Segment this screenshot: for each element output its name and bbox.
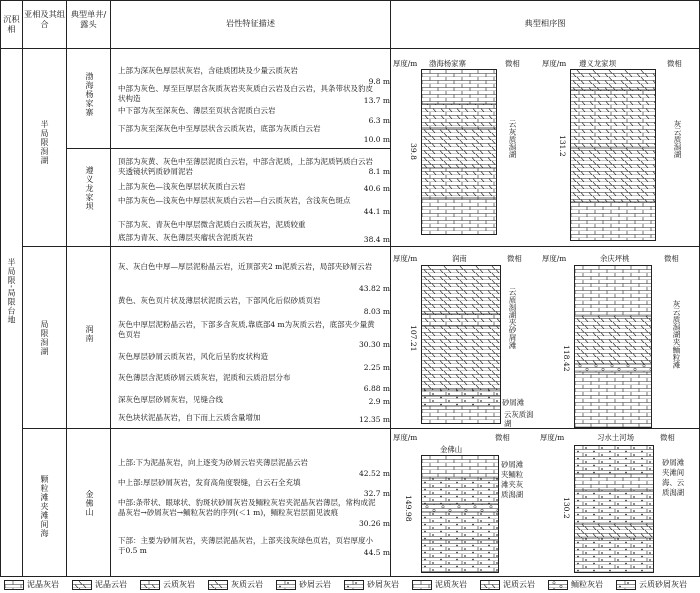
thk-7: 44.1 m: [363, 207, 390, 216]
desc-19: 中部:条带状、眼球状、豹斑状砂屑灰岩及鲕粒灰岩夹泥晶灰岩薄层，常构成泥晶灰岩→砂屑灰岩→鲕粒灰岩的序列(＜1 m)，鲕粒灰岩层面见波痕: [118, 498, 376, 517]
thk-12: 30.30 m: [359, 340, 390, 349]
lime-dolo-swatch-icon: [208, 580, 228, 590]
thk-9: 38.4 m: [363, 235, 390, 244]
legend-label: 泥晶云岩: [95, 580, 127, 589]
legend-label: 灰质云岩: [231, 580, 263, 589]
desc-10: 灰、灰白色中厚—厚层泥粉晶云岩，近顶部夹2 m泥质云岩，局部夹砂屑云岩: [118, 262, 373, 271]
c3-thick-label: 厚度/m: [393, 254, 418, 263]
c4-title: 余庆坪桃: [600, 254, 630, 263]
desc-9: 底部为青灰、灰色薄层夹瘤状含泥质灰岩: [118, 233, 253, 242]
desc-20: 下部：主要为砂屑灰岩，夹薄层泥晶灰岩，上部夹浅灰绿色页岩，页岩厚度小于0.5 m: [118, 536, 373, 555]
thk-4: 10.0 m: [363, 135, 390, 144]
c4-column: [574, 265, 652, 428]
c4-facies: 灰云质潟湖夹鲕粒滩: [672, 300, 681, 369]
c3-micro-label: 微相: [507, 254, 522, 263]
desc-18: 中上部:厚层砂屑灰岩，发育高角度裂缝，白云石全充填: [118, 478, 301, 487]
c1-facies: 云灰质潟湖: [508, 120, 517, 158]
subfacies-restricted: 局限潟湖: [40, 320, 49, 356]
c6-title: 习水土河场: [597, 433, 634, 442]
desc-4: 下部为灰至深灰色中至厚层状含云质灰岩，底部为灰质白云岩: [118, 124, 321, 133]
legend-item-dolo-lime: [140, 578, 195, 592]
unit-jinfoshan: 金佛山: [85, 490, 94, 517]
c2-column: [570, 69, 656, 241]
main-facies: 半局限-局限台地: [7, 258, 16, 325]
thk-18: 32.7 m: [363, 489, 390, 498]
legend-item-marly-lime: [412, 578, 467, 592]
c3-facies-2: 砂屑滩: [502, 398, 525, 407]
thk-14: 6.88 m: [363, 384, 390, 393]
dolo-lime-swatch-icon: [140, 580, 160, 590]
c4-micro-label: 微相: [664, 254, 679, 263]
c2-facies: 灰云质潟湖: [673, 120, 682, 158]
legend-item-limestone: [4, 578, 59, 592]
sand-dolo-swatch-icon: [276, 580, 296, 590]
desc-11: 黄色、灰色页片状及薄层状泥质云岩，下部风化后似砂质页岩: [118, 296, 321, 305]
desc-15: 深灰色厚层砂屑灰岩，见缝合线: [118, 395, 223, 404]
legend-label: 鲕粒灰岩: [571, 580, 603, 589]
header-lith-desc: 岩性特征描述: [225, 18, 276, 28]
legend-item-oolite: [548, 578, 603, 592]
legend-label: 砂屑云岩: [299, 580, 331, 589]
legend-label: 泥质灰岩: [435, 580, 467, 589]
c2-thick-label: 厚度/m: [542, 59, 567, 68]
limestone-swatch-icon: [4, 580, 24, 590]
unit-longjiaba: 遵义龙家坝: [85, 166, 94, 211]
c2-total: 131.2: [558, 135, 567, 157]
desc-16: 灰色块状泥晶灰岩，自下而上云质含量增加: [118, 413, 261, 422]
c5-facies: 砂屑滩夹鲕粒滩夹灰质潟湖: [501, 460, 524, 499]
thk-17: 42.52 m: [359, 469, 390, 478]
oolite-swatch-icon: [548, 580, 568, 590]
header-typical-seq: 典型相序图: [524, 18, 566, 28]
legend-item-marly-dolo: [480, 578, 535, 592]
legend-label: 泥晶灰岩: [27, 580, 59, 589]
marly-dolo-swatch-icon: [480, 580, 500, 590]
desc-12: 灰色中厚层泥粉晶云岩，下部多含灰质,靠底部4 m为灰质云岩，底部夹少量黄色页岩: [118, 320, 375, 339]
legend-item-sand-dolo: [276, 578, 331, 592]
desc-14: 灰色薄层含泥质砂屑云质灰岩，泥质和云质沿层分布: [118, 373, 291, 382]
legend-item-dolomite: [72, 578, 127, 592]
c6-facies: 砂屑滩夹滩间海、云质潟湖: [662, 458, 685, 497]
legend-label: 泥质云岩: [503, 580, 535, 589]
subfacies-grain-shoal: 颗粒滩夹滩间海: [40, 475, 49, 538]
thk-15: 2.9 m: [368, 397, 390, 406]
c2-title: 遵义龙家坝: [579, 59, 616, 68]
c1-column: [421, 69, 497, 235]
c6-total: 130.2: [562, 497, 571, 519]
subfacies-semi-restricted: 半局限潟湖: [40, 120, 49, 165]
desc-3: 中下部为灰至深灰色、薄层至页状含泥质白云岩: [118, 106, 276, 115]
desc-7: 中部为灰色—浅灰色中厚层状灰质白云岩—白云质灰岩，含浅灰色斑点: [118, 196, 351, 205]
thk-1: 9.8 m: [368, 77, 390, 86]
legend-item-dolo-sand-lime: [616, 578, 687, 592]
legend-label: 砂屑灰岩: [367, 580, 399, 589]
thk-2: 13.7 m: [363, 96, 390, 105]
c2-micro-label: 微相: [667, 59, 682, 68]
legend-item-sand-lime: [344, 578, 399, 592]
unit-runnan: 润南: [85, 325, 94, 343]
desc-13: 灰色厚层砂屑云质灰岩，风化后呈豹皮状构造: [118, 352, 268, 361]
c3-facies-3: 云灰质潟湖: [504, 410, 534, 428]
c3-column: [421, 265, 501, 424]
legend-label: 云质灰岩: [163, 580, 195, 589]
header-sed-facies: 沉积相: [3, 14, 20, 34]
c1-thick-label: 厚度/m: [393, 59, 418, 68]
desc-1: 上部为深灰色厚层状灰岩，含硅质团块及少量云质灰岩: [118, 66, 298, 75]
desc-2: 中部为灰色、厚至巨厚层含灰质灰岩夹灰质白云岩及白云岩，具条带状及豹皮状构造: [118, 84, 373, 103]
c3-title: 润南: [452, 254, 467, 263]
c6-micro-label: 微相: [660, 433, 675, 442]
c5-thick-label: 厚度/m: [393, 433, 418, 442]
desc-5: 顶部为灰黄、灰色中至薄层泥质白云岩，中部含泥质，上部为泥质钙质白云岩夹透镜状钙质砂屑泥岩: [118, 157, 373, 176]
desc-8: 下部为灰、青灰色中厚层微含泥质白云质灰岩，泥质较重: [118, 220, 306, 229]
thk-13: 2.25 m: [363, 363, 390, 372]
c4-thick-label: 厚度/m: [542, 254, 567, 263]
c1-total: 39.8: [409, 143, 418, 160]
unit-yangjiazhai: 渤海杨家寨: [85, 72, 94, 117]
thk-11: 8.03 m: [363, 307, 390, 316]
header-typical-unit: 典型单井/露头: [70, 9, 107, 29]
c3-facies-1: 云质潟湖夹砂屑滩: [508, 288, 517, 349]
thk-10: 43.82 m: [359, 284, 390, 293]
c3-total: 107.21: [409, 325, 418, 352]
desc-17: 上部:下为泥晶灰岩，向上逐变为砂屑云岩夹薄层泥晶云岩: [118, 458, 309, 467]
c5-micro-label: 微相: [495, 433, 510, 442]
c4-total: 118.42: [562, 345, 571, 372]
dolomite-swatch-icon: [72, 580, 92, 590]
desc-6: 上部为灰色—浅灰色厚层状灰质白云岩: [118, 182, 246, 191]
thk-3: 6.3 m: [368, 116, 390, 125]
thk-5: 8.1 m: [368, 167, 390, 176]
legend-label: 云质砂屑灰岩: [639, 580, 687, 589]
thk-16: 12.35 m: [359, 415, 390, 424]
c6-column: [574, 445, 654, 573]
dolo-sand-lime-swatch-icon: [616, 580, 636, 590]
legend: [0, 577, 700, 593]
legend-item-lime-dolo: [208, 578, 263, 592]
c6-thick-label: 厚度/m: [540, 433, 565, 442]
sand-lime-swatch-icon: [344, 580, 364, 590]
c5-title: 金佛山: [440, 445, 463, 454]
header-subfacies: 亚相及其组合: [24, 9, 65, 29]
c1-title: 渤海杨家寨: [429, 59, 466, 68]
c1-micro-label: 微相: [505, 59, 520, 68]
thk-6: 40.6 m: [363, 184, 390, 193]
c5-total: 149.98: [404, 495, 413, 522]
thk-19: 30.26 m: [359, 519, 390, 528]
thk-20: 44.5 m: [363, 548, 390, 557]
c5-column: [421, 455, 499, 573]
marly-lime-swatch-icon: [412, 580, 432, 590]
